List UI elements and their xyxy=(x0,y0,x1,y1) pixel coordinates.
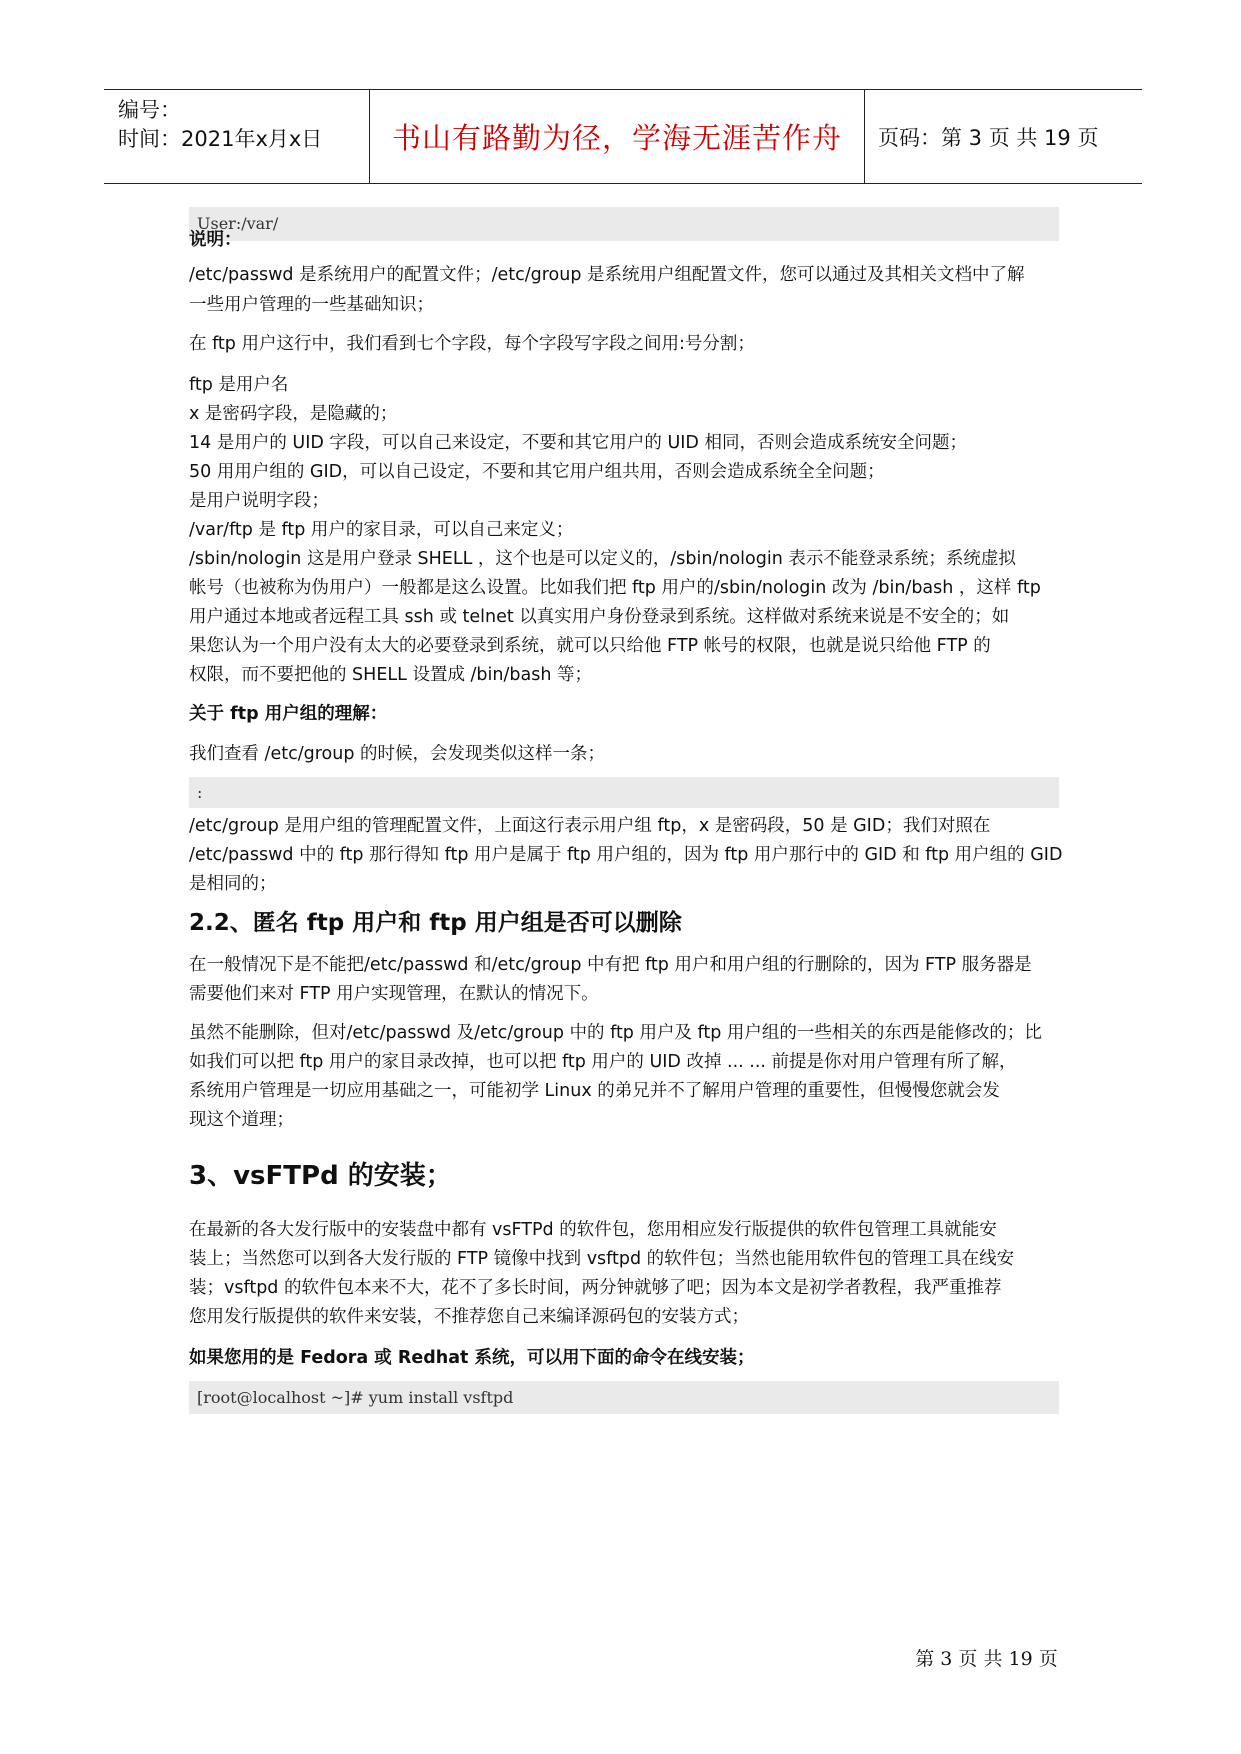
paragraph-line: 在一般情况下是不能把/etc/passwd 和/etc/group 中有把 ftp 用户和用户组的行删除的，因为 FTP 服务器是 xyxy=(189,955,1032,975)
paragraph-line: /etc/passwd 中的 ftp 那行得知 ftp 用户是属于 ftp 用户组的，因为 ftp 用户那行中的 GID 和 ftp 用户组的 GID xyxy=(189,845,1063,865)
field-description: 14 是用户的 UID 字段，可以自己来设定，不要和其它用户的 UID 相同，否则会造成系统安全问题； xyxy=(189,433,967,453)
code-block: User:/var/ xyxy=(189,207,1059,241)
page-footer xyxy=(0,1644,1241,1671)
paragraph-line: 我们查看 /etc/group 的时候，会发现类似这样一条； xyxy=(189,744,605,764)
time-label: 时间：2021年x月x日 xyxy=(118,127,323,151)
paragraph-line: 需要他们来对 FTP 用户实现管理，在默认的情况下。 xyxy=(189,984,599,1004)
field-description: 50 用用户组的 GID，可以自己设定，不要和其它用户组共用，否则会造成系统全全问题； xyxy=(189,462,885,482)
paragraph-line: 您用发行版提供的软件来安装，不推荐您自己来编译源码包的安装方式； xyxy=(189,1307,749,1327)
paragraph-line: 装上；当然您可以到各大发行版的 FTP 镜像中找到 vsftpd 的软件包；当然也能用软件包的管理工具在线安 xyxy=(189,1249,1015,1269)
paragraph-line: /sbin/nologin 这是用户登录 SHELL ，这个也是可以定义的，/sbin/nologin 表示不能登录系统；系统虚拟 xyxy=(189,549,1016,569)
header-slogan-cell xyxy=(369,90,865,183)
paragraph-line: 用户通过本地或者远程工具 ssh 或 telnet 以真实用户身份登录到系统。这样做对系统来说是不安全的；如 xyxy=(189,607,1010,627)
paragraph-line: 在 ftp 用户这行中，我们看到七个字段，每个字段写字段之间用:号分割； xyxy=(189,334,755,354)
document-header xyxy=(104,89,1142,184)
paragraph-line: 装；vsftpd 的软件包本来不大，花不了多长时间，两分钟就够了吧；因为本文是初学者教程，我严重推荐 xyxy=(189,1278,1002,1298)
paragraph-line: 帐号（也被称为伪用户）一般都是这么设置。比如我们把 ftp 用户的/sbin/nologin 改为 /bin/bash ，这样 ftp xyxy=(189,578,1041,598)
paragraph-line: 系统用户管理是一切应用基础之一，可能初学 Linux 的弟兄并不了解用户管理的重要性，但慢慢您就会发 xyxy=(189,1081,1000,1101)
field-description: ftp 是用户名 xyxy=(189,375,289,395)
chapter-heading: 3、vsFTPd 的安装； xyxy=(189,1161,452,1191)
field-description: x 是密码字段，是隐藏的； xyxy=(189,404,398,424)
field-description: 是用户说明字段； xyxy=(189,491,329,511)
paragraph-line: 权限，而不要把他的 SHELL 设置成 /bin/bash 等； xyxy=(189,665,592,685)
paragraph-line: 在最新的各大发行版中的安装盘中都有 vsFTPd 的软件包，您用相应发行版提供的软件包管理工具就能安 xyxy=(189,1220,997,1240)
paragraph-line: 一些用户管理的一些基础知识； xyxy=(189,295,434,315)
install-heading: 如果您用的是 Fedora 或 Redhat 系统，可以用下面的命令在线安装； xyxy=(189,1348,755,1368)
code-block: [root@localhost ~]# yum install vsftpd xyxy=(189,1381,1059,1414)
paragraph-line: 虽然不能删除，但对/etc/passwd 及/etc/group 中的 ftp 用户及 ftp 用户组的一些相关的东西是能修改的；比 xyxy=(189,1023,1042,1043)
serial-number-label: 编号： xyxy=(118,98,181,122)
paragraph-line: 果您认为一个用户没有太大的必要登录到系统，就可以只给他 FTP 帐号的权限，也就是说只给他 FTP 的 xyxy=(189,636,991,656)
header-page-cell xyxy=(864,90,1142,183)
paragraph-line: 如我们可以把 ftp 用户的家目录改掉，也可以把 ftp 用户的 UID 改掉 ... ... 前提是你对用户管理有所了解， xyxy=(189,1052,1017,1072)
paragraph-line: 现这个道理； xyxy=(189,1110,294,1130)
code-block: : xyxy=(189,777,1059,808)
slogan: 书山有路勤为径，学海无涯苦作舟 xyxy=(391,121,842,155)
header-info-cell xyxy=(104,90,369,183)
field-description: /var/ftp 是 ftp 用户的家目录，可以自己来定义； xyxy=(189,520,574,540)
footer-page-number: 第 3 页 共 19 页 xyxy=(915,1648,1058,1670)
section-heading: 2.2、匿名 ftp 用户和 ftp 用户组是否可以删除 xyxy=(189,910,682,936)
paragraph-line: 是相同的； xyxy=(189,874,277,894)
note-heading: 说明： xyxy=(189,230,242,250)
page-number-label: 页码：第 3 页 共 19 页 xyxy=(878,125,1099,150)
paragraph-line: /etc/passwd 是系统用户的配置文件；/etc/group 是系统用户组配置文件，您可以通过及其相关文档中了解 xyxy=(189,265,1025,285)
group-heading: 关于 ftp 用户组的理解： xyxy=(189,704,388,724)
paragraph-line: /etc/group 是用户组的管理配置文件，上面这行表示用户组 ftp，x 是密码段，50 是 GID；我们对照在 xyxy=(189,816,991,836)
